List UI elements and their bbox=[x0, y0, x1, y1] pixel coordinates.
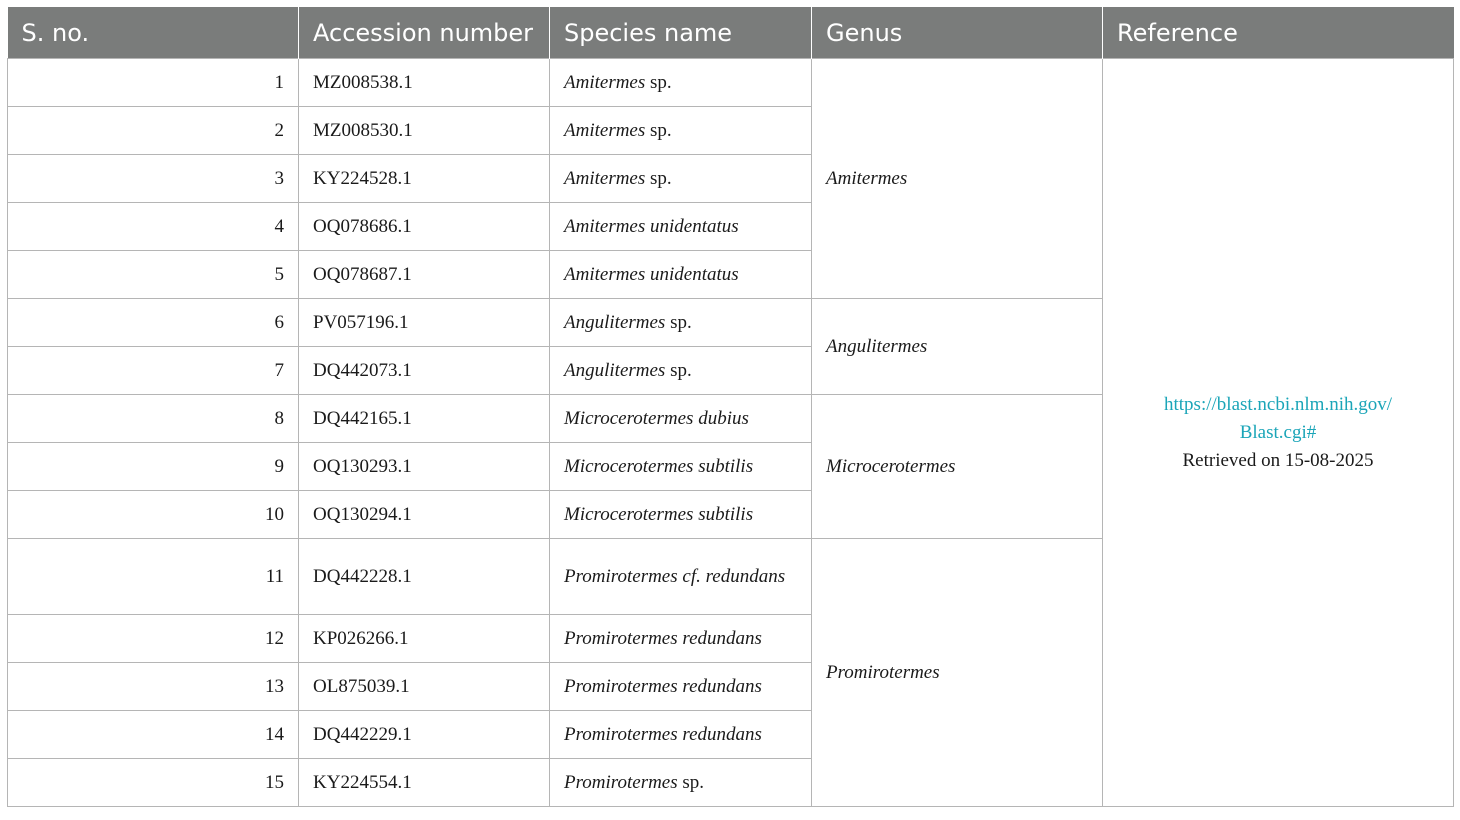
reference-cell bbox=[1103, 59, 1454, 807]
genus-name: Promirotermes bbox=[826, 661, 940, 683]
accession-table bbox=[7, 7, 1454, 807]
species-suffix: sp. bbox=[682, 771, 705, 793]
species-italic: Amitermes bbox=[564, 119, 646, 141]
species-italic: Amitermes unidentatus bbox=[564, 263, 739, 285]
accession-cell: KY224554.1 bbox=[299, 759, 550, 807]
species-italic: Microcerotermes dubius bbox=[564, 407, 749, 429]
reference-link[interactable] bbox=[1117, 391, 1439, 447]
genus-name: Microcerotermes bbox=[826, 455, 956, 477]
reference-link-line2: Blast.cgi# bbox=[1239, 421, 1317, 443]
accession-cell: PV057196.1 bbox=[299, 299, 550, 347]
accession-cell: OQ130294.1 bbox=[299, 491, 550, 539]
species-italic: Microcerotermes subtilis bbox=[564, 503, 754, 525]
species-cell bbox=[550, 203, 812, 251]
reference-link-line1: https://blast.ncbi.nlm.nih.gov/ bbox=[1164, 393, 1392, 415]
sno-cell: 15 bbox=[8, 759, 299, 807]
sno-cell: 11 bbox=[8, 539, 299, 615]
sno-cell: 2 bbox=[8, 107, 299, 155]
species-cell bbox=[550, 711, 812, 759]
retrieved-date: Retrieved on 15-08-2025 bbox=[1182, 449, 1374, 471]
species-italic: Amitermes unidentatus bbox=[564, 215, 739, 237]
accession-cell: DQ442165.1 bbox=[299, 395, 550, 443]
species-cell bbox=[550, 759, 812, 807]
sno-cell: 3 bbox=[8, 155, 299, 203]
species-suffix: sp. bbox=[650, 71, 672, 93]
species-cell bbox=[550, 539, 812, 615]
species-italic: Amitermes bbox=[564, 167, 646, 189]
genus-name: Amitermes bbox=[826, 167, 908, 189]
sno-cell: 6 bbox=[8, 299, 299, 347]
genus-cell bbox=[812, 395, 1103, 539]
genus-cell bbox=[812, 59, 1103, 299]
species-italic: Promirotermes cf. redundans bbox=[564, 565, 786, 587]
header-row bbox=[8, 7, 1454, 59]
species-cell bbox=[550, 615, 812, 663]
accession-cell: OL875039.1 bbox=[299, 663, 550, 711]
species-suffix: sp. bbox=[670, 359, 692, 381]
species-cell bbox=[550, 395, 812, 443]
species-italic: Promirotermes redundans bbox=[564, 627, 762, 649]
sno-cell: 4 bbox=[8, 203, 299, 251]
header-accession-number: Accession number bbox=[299, 7, 550, 59]
species-cell bbox=[550, 155, 812, 203]
sno-cell: 1 bbox=[8, 59, 299, 107]
species-italic: Angulitermes bbox=[564, 359, 666, 381]
species-cell bbox=[550, 59, 812, 107]
accession-cell: OQ078687.1 bbox=[299, 251, 550, 299]
header-genus: Genus bbox=[812, 7, 1103, 59]
sno-cell: 14 bbox=[8, 711, 299, 759]
sno-cell: 7 bbox=[8, 347, 299, 395]
species-suffix: sp. bbox=[650, 119, 672, 141]
accession-cell: KP026266.1 bbox=[299, 615, 550, 663]
species-italic: Promirotermes redundans bbox=[564, 723, 762, 745]
sno-cell: 12 bbox=[8, 615, 299, 663]
species-cell bbox=[550, 443, 812, 491]
species-italic: Microcerotermes subtilis bbox=[564, 455, 754, 477]
species-italic: Angulitermes bbox=[564, 311, 666, 333]
sno-cell: 5 bbox=[8, 251, 299, 299]
genus-name: Angulitermes bbox=[826, 335, 928, 357]
accession-cell: OQ130293.1 bbox=[299, 443, 550, 491]
species-cell bbox=[550, 107, 812, 155]
species-cell bbox=[550, 299, 812, 347]
sno-cell: 9 bbox=[8, 443, 299, 491]
species-cell bbox=[550, 663, 812, 711]
header-species-name: Species name bbox=[550, 7, 812, 59]
species-suffix: sp. bbox=[650, 167, 672, 189]
species-suffix: sp. bbox=[670, 311, 692, 333]
species-cell bbox=[550, 491, 812, 539]
sno-cell: 10 bbox=[8, 491, 299, 539]
header-sno: S. no. bbox=[8, 7, 299, 59]
species-italic: Promirotermes redundans bbox=[564, 675, 762, 697]
accession-cell: MZ008530.1 bbox=[299, 107, 550, 155]
species-italic: Amitermes bbox=[564, 71, 646, 93]
species-italic: Promirotermes bbox=[564, 771, 678, 793]
header-reference: Reference bbox=[1103, 7, 1454, 59]
species-cell bbox=[550, 251, 812, 299]
table-row bbox=[8, 59, 1454, 107]
accession-cell: KY224528.1 bbox=[299, 155, 550, 203]
accession-cell: DQ442229.1 bbox=[299, 711, 550, 759]
accession-cell: DQ442073.1 bbox=[299, 347, 550, 395]
sno-cell: 13 bbox=[8, 663, 299, 711]
genus-cell bbox=[812, 299, 1103, 395]
accession-cell: OQ078686.1 bbox=[299, 203, 550, 251]
accession-cell: MZ008538.1 bbox=[299, 59, 550, 107]
genus-cell bbox=[812, 539, 1103, 807]
accession-cell: DQ442228.1 bbox=[299, 539, 550, 615]
species-cell bbox=[550, 347, 812, 395]
sno-cell: 8 bbox=[8, 395, 299, 443]
